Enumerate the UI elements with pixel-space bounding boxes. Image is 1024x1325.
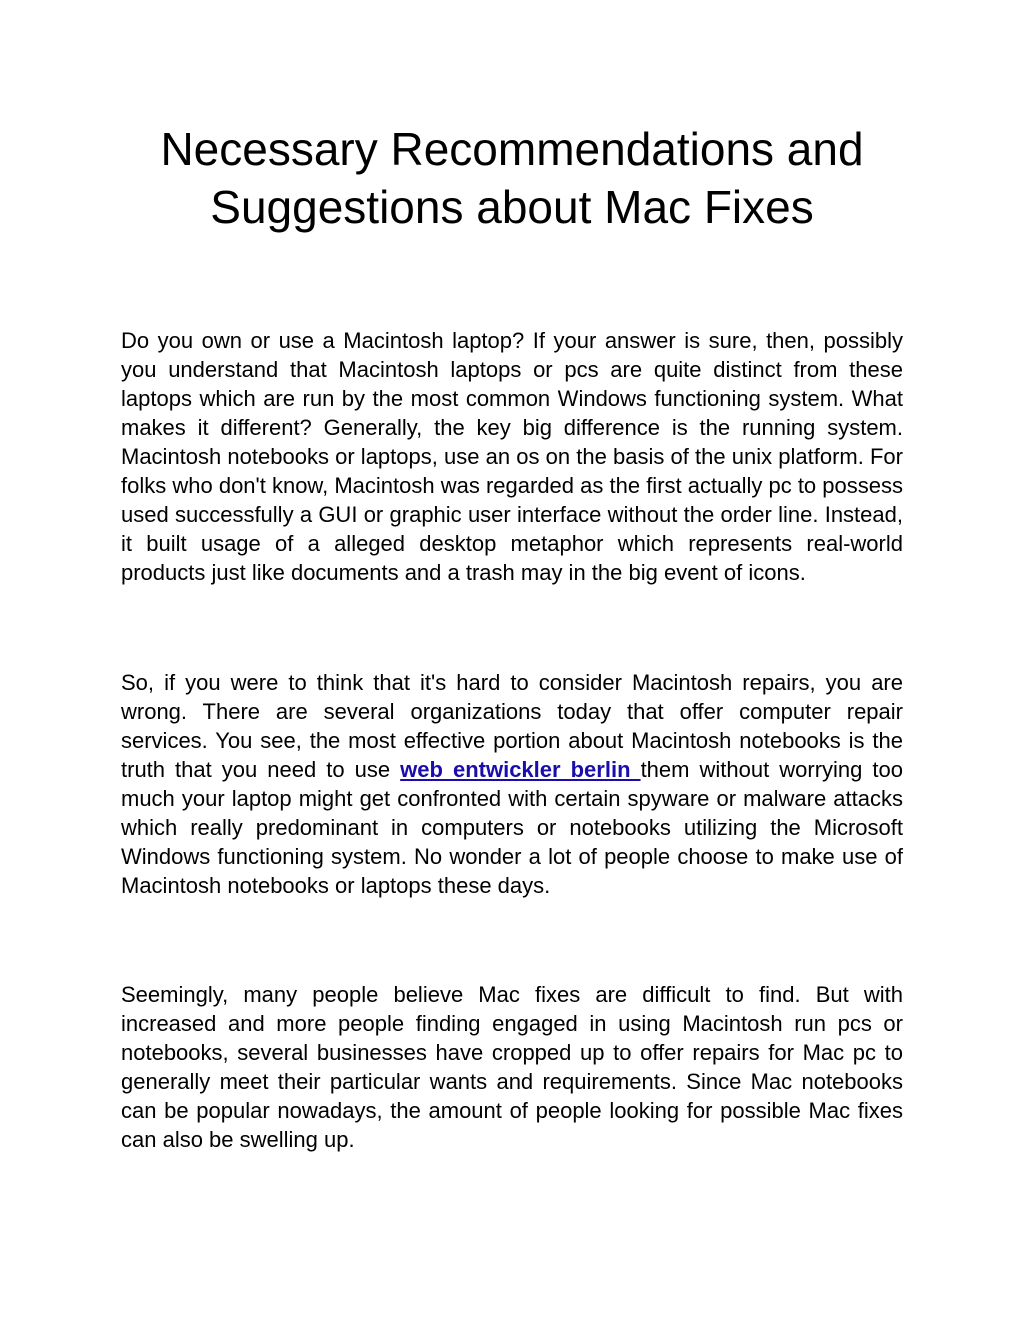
paragraph-2 [121,668,903,900]
paragraph-2-text-after-link: them without worrying too much your laptop might get confronted with certain spyware or malware attacks which really predominant in computers or notebooks utilizing the Microsoft Windows functioning system. No wonder a lot of people choose to make use of Macintosh notebooks or laptops these days. [121,757,903,898]
web-entwickler-berlin-link[interactable]: web entwickler berlin [400,757,641,782]
document-title [120,120,904,236]
paragraph-3: Seemingly, many people believe Mac fixes are difficult to find. But with increased and more people finding engaged in using Macintosh run pcs or notebooks, several businesses have cropped up to offer repairs for Mac pc to generally meet their particular wants and requirements. Since Mac notebooks can be popular nowadays, the amount of people looking for possible Mac fixes can also be swelling up. [121,982,903,1152]
title-line-1: Necessary Recommendations and [160,123,864,175]
title-line-2: Suggestions about Mac Fixes [210,181,814,233]
paragraph-1: Do you own or use a Macintosh laptop? If your answer is sure, then, possibly you understand that Macintosh laptops or pcs are quite distinct from these laptops which are run by the most common Windows functioning system. What makes it different? Generally, the key big difference is the running system. Macintosh notebooks or laptops, use an os on the basis of the unix platform. For folks who don't know, Macintosh was regarded as the first actually pc to possess used successfully a GUI or graphic user interface without the order line. Instead, it built usage of a alleged desktop metaphor which represents real-world products just like documents and a trash may in the big event of icons. [121,328,903,585]
paragraph-2-text-before-link: So, if you were to think that it's hard to consider Macintosh repairs, you are wrong. There are several organizations today that offer computer repair services. You see, the most effective portion about Macintosh notebooks is the truth that you need to use [121,670,903,782]
